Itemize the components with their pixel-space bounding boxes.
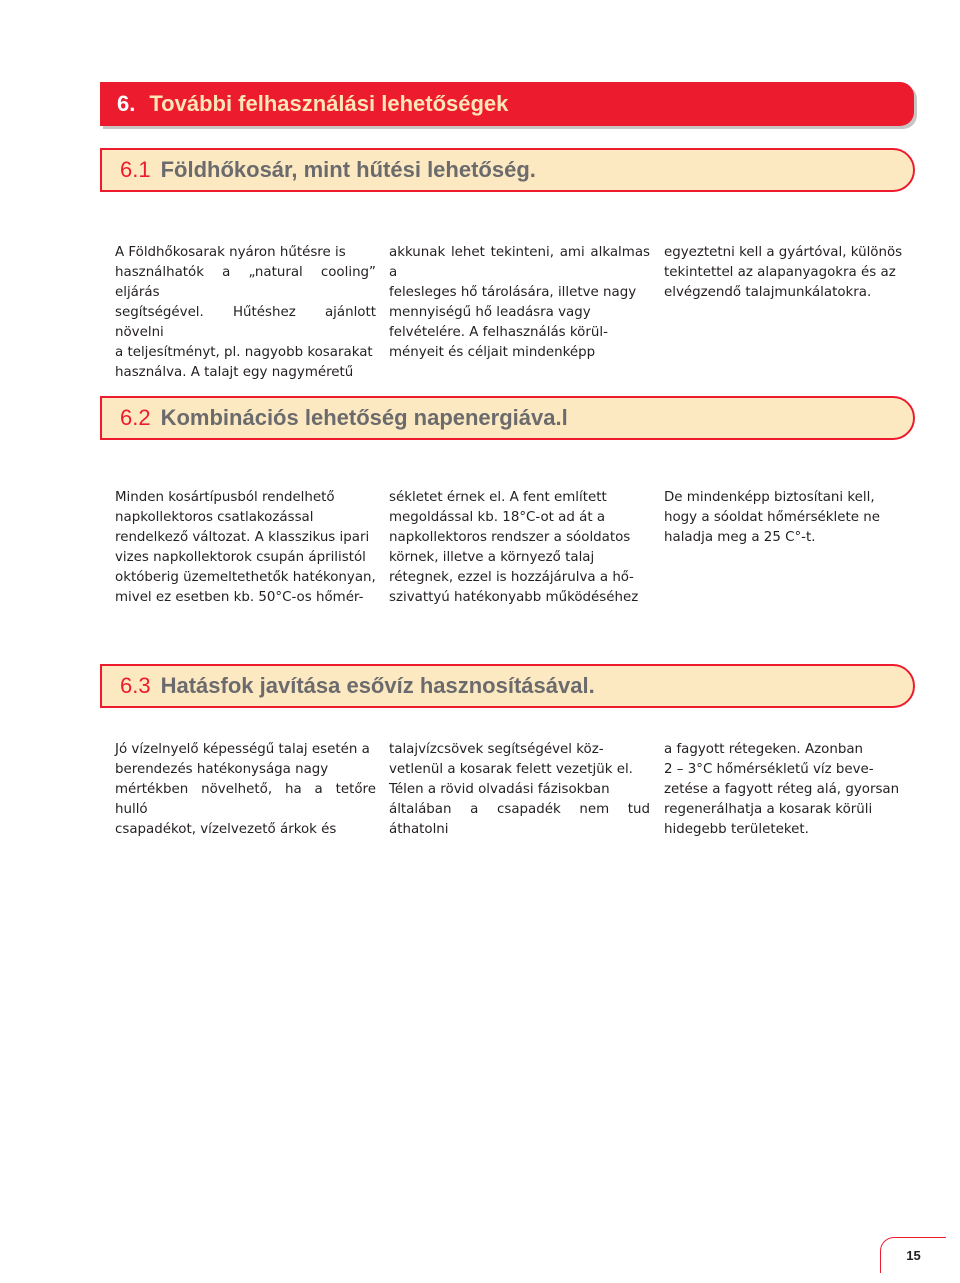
section-6-1-title: Földhőkosár, mint hűtési lehetőség. <box>160 157 536 182</box>
section-6-title: További felhasználási lehetőségek <box>149 91 509 116</box>
section-6-1-header <box>100 148 915 192</box>
page-number: 15 <box>880 1237 946 1273</box>
section-6-2-number: 6.2 <box>120 405 151 430</box>
section-6-1-column-1: A Földhőkosarak nyáron hűtésre is használhatók a „natural cooling” eljárás segítségével. Hűtéshez ajánlott növelni a teljesítményt, pl. nagyobb kosarakat használva. A talajt egy nagyméretű <box>115 245 376 380</box>
section-6-3-number: 6.3 <box>120 673 151 698</box>
section-6-2-column-3: De mindenképp biztosítani kell, hogy a sóoldat hőmérséklete ne haladja meg a 25 C°-t. <box>664 490 880 545</box>
section-6-3-column-2: talajvízcsövek segítségével köz- vetlenül a kosarak felett vezetjük el. Télen a rövid olvadási fázisokban általában a csapadék nem tud áthatolni <box>389 742 650 837</box>
section-6-1-column-3: egyeztetni kell a gyártóval, különös tekintettel az alapanyagokra és az elvégzendő talajmunkálatokra. <box>664 245 903 300</box>
section-6-2-header <box>100 396 915 440</box>
section-6-1-number: 6.1 <box>120 157 151 182</box>
section-6-2-title: Kombinációs lehetőség napenergiáva.l <box>160 405 568 430</box>
section-6-3-column-1: Jó vízelnyelő képességű talaj esetén a berendezés hatékonysága nagy mértékben növelhető, ha a tetőre hulló csapadékot, vízelvezető árkok és <box>115 742 376 837</box>
section-6-3-column-3: a fagyott rétegeken. Azonban 2 – 3°C hőmérsékletű víz beve- zetése a fagyott réteg alá, gyorsan regenerálhatja a kosarak körüli hidegebb területeket. <box>664 742 900 837</box>
section-6-2-column-2: sékletet érnek el. A fent említett megoldással kb. 18°C-ot ad át a napkollektoros rendszer a sóoldatos körnek, illetve a környező talaj rétegnek, ezzel is hozzájárulva a hő- szivattyú hatékonyabb működéséhez <box>389 490 639 605</box>
section-6-number: 6. <box>117 91 136 116</box>
section-6-2-column-1: Minden kosártípusból rendelhető napkollektoros csatlakozással rendelkező változat. A klasszikus ipari vizes napkollektorok csupán áprilistól októberig üzemeltethetők hatékonyan, mivel ez esetben kb. 50°C-os hőmér- <box>115 490 376 605</box>
section-6-3-header <box>100 664 915 708</box>
section-6-1-column-2: akkunak lehet tekinteni, ami alkalmas a felesleges hő tárolására, illetve nagy mennyiségű hő leadásra vagy felvételére. A felhasználás körül- ményeit és céljait mindenképp <box>389 245 650 360</box>
section-6-3-title: Hatásfok javítása esővíz hasznosításával. <box>160 673 595 698</box>
section-6-header <box>100 82 914 126</box>
